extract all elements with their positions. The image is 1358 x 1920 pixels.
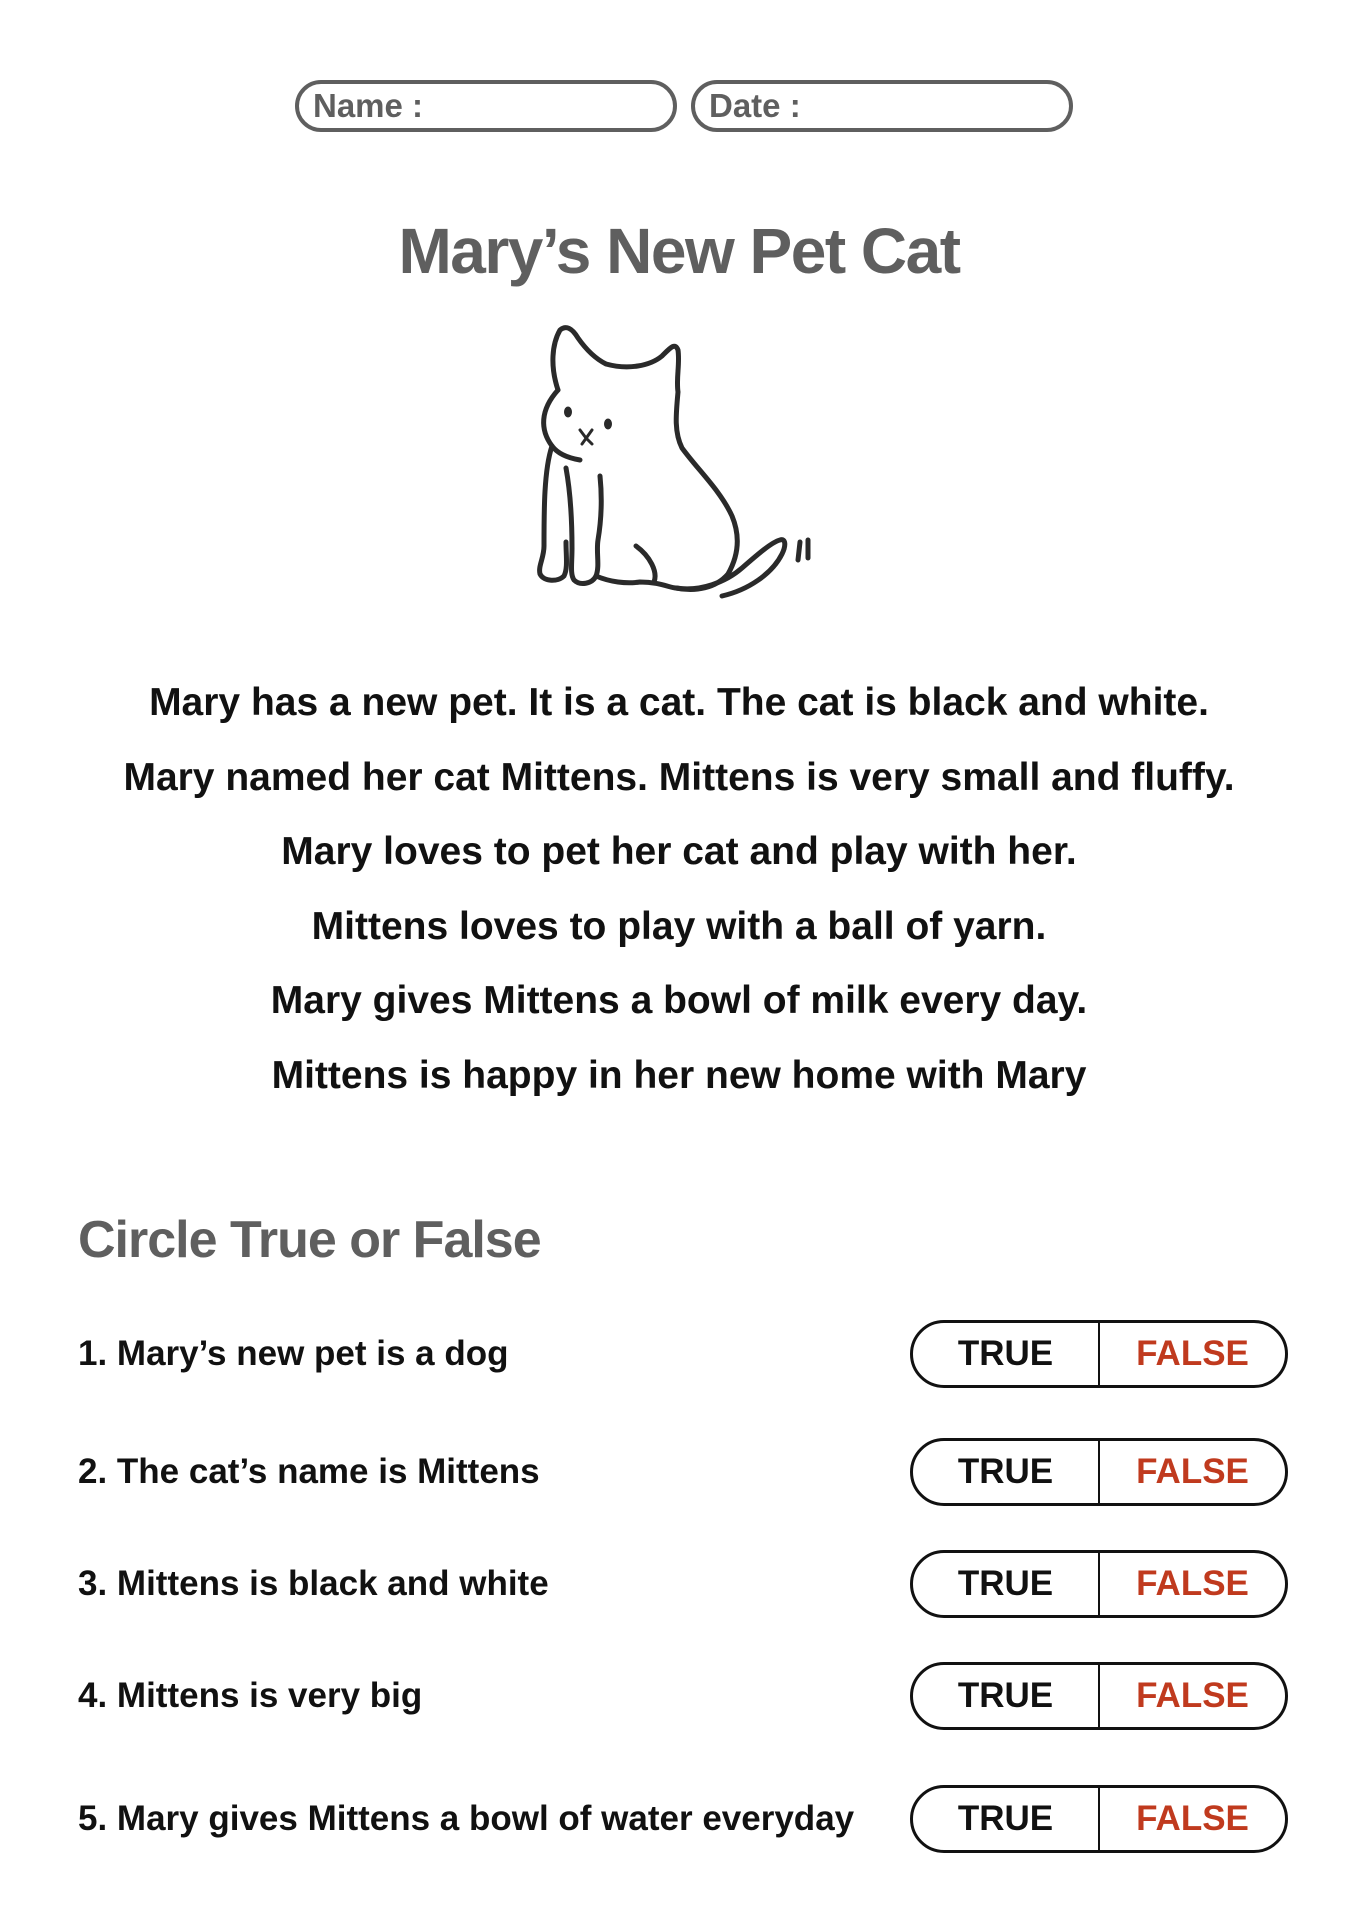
section-title: Circle True or False [78,1211,541,1269]
story-line: Mittens is happy in her new home with Mary [271,1053,1087,1097]
cat-icon [510,320,850,650]
question-text: 1. Mary’s new pet is a dog [78,1334,509,1373]
false-option[interactable]: FALSE [1100,1553,1285,1615]
false-option[interactable]: FALSE [1100,1788,1285,1850]
story-passage [0,666,1358,1113]
question-row [78,1785,1288,1853]
false-option[interactable]: FALSE [1100,1323,1285,1385]
name-field[interactable] [295,80,677,132]
true-false-selector [910,1785,1288,1853]
true-option[interactable]: TRUE [913,1788,1100,1850]
true-option[interactable]: TRUE [913,1441,1100,1503]
question-text: 3. Mittens is black and white [78,1564,549,1603]
story-line: Mittens loves to play with a ball of yarn. [311,904,1047,948]
story-line: Mary has a new pet. It is a cat. The cat is black and white. [149,681,1209,724]
true-false-selector [910,1320,1288,1388]
question-row [78,1438,1288,1506]
story-line: Mary gives Mittens a bowl of milk every day. [270,979,1088,1022]
true-false-selector [910,1550,1288,1618]
question-row [78,1320,1288,1388]
question-row [78,1662,1288,1730]
question-text: 2. The cat’s name is Mittens [78,1452,540,1491]
date-field[interactable] [691,80,1073,132]
story-line: Mary loves to pet her cat and play with her. [281,830,1077,873]
true-false-selector [910,1662,1288,1730]
false-option[interactable]: FALSE [1100,1665,1285,1727]
false-option[interactable]: FALSE [1100,1441,1285,1503]
true-option[interactable]: TRUE [913,1553,1100,1615]
true-option[interactable]: TRUE [913,1323,1100,1385]
question-text: 4. Mittens is very big [78,1676,423,1715]
true-option[interactable]: TRUE [913,1665,1100,1727]
question-row [78,1550,1288,1618]
page-title: Mary’s New Pet Cat [398,215,960,287]
question-text: 5. Mary gives Mittens a bowl of water everyday [78,1799,855,1838]
date-label: Date : [709,87,801,124]
true-false-selector [910,1438,1288,1506]
name-label: Name : [313,87,424,124]
story-line: Mary named her cat Mittens. Mittens is very small and fluffy. [123,755,1235,799]
